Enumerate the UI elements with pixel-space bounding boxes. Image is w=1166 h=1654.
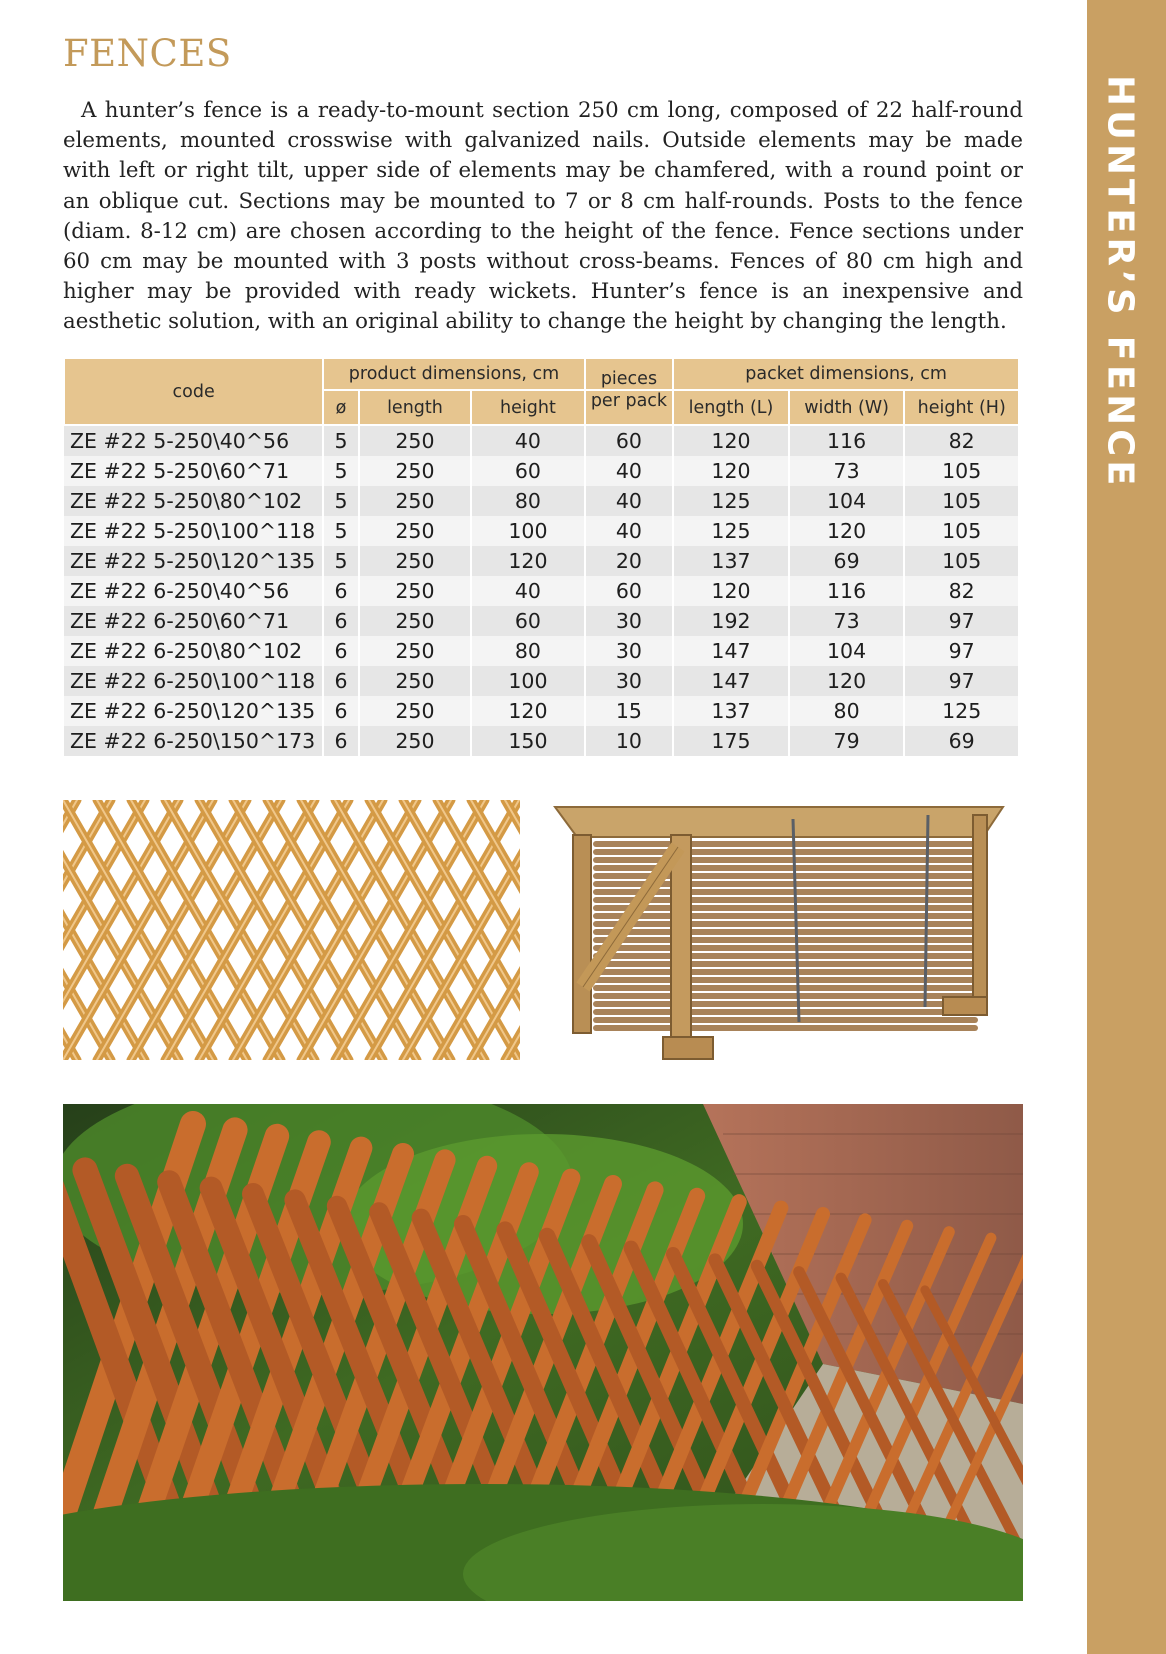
- cell-packet-width: 120: [789, 666, 905, 696]
- table-row: [64, 606, 1019, 636]
- cell-height: 80: [471, 636, 585, 666]
- cell-diameter: 5: [323, 425, 358, 456]
- cell-packet-height: 105: [904, 456, 1019, 486]
- table-row: [64, 666, 1019, 696]
- cell-length: 250: [359, 546, 471, 576]
- cell-packet-length: 120: [673, 425, 789, 456]
- cell-packet-length: 137: [673, 696, 789, 726]
- cell-packet-length: 120: [673, 576, 789, 606]
- cell-length: 250: [359, 636, 471, 666]
- cell-diameter: 5: [323, 546, 358, 576]
- cell-packet-width: 104: [789, 636, 905, 666]
- cell-packet-width: 104: [789, 486, 905, 516]
- table-row: [64, 696, 1019, 726]
- cell-packet-height: 97: [904, 666, 1019, 696]
- cell-packet-width: 116: [789, 425, 905, 456]
- cell-height: 60: [471, 456, 585, 486]
- cell-height: 120: [471, 546, 585, 576]
- cell-height: 100: [471, 666, 585, 696]
- intro-paragraph: A hunter’s fence is a ready-to-mount section 250 cm long, composed of 22 half-round elements, mounted crosswise with galvanized nails. Outside elements may be made with left or right tilt, upper side of elements may be chamfered, with a round point or an oblique cut. Sections may be mounted to 7 or 8 cm half-rounds. Posts to the fence (diam. 8-12 cm) are chosen according to the height of the fence. Fence sections under 60 cm may be mounted with 3 posts without cross-beams. Fences of 80 cm high and higher may be provided with ready wickets. Hunter’s fence is an inexpensive and aesthetic solution, with an original ability to change the height by changing the length.: [63, 98, 1023, 335]
- cell-code: ZE #22 6-250\150^173: [64, 726, 323, 756]
- cell-packet-width: 69: [789, 546, 905, 576]
- header-product-dimensions: product dimensions, cm: [323, 358, 584, 390]
- table-row: [64, 546, 1019, 576]
- cell-length: 250: [359, 456, 471, 486]
- table-row: [64, 516, 1019, 546]
- cell-pieces: 30: [585, 666, 674, 696]
- cell-height: 80: [471, 486, 585, 516]
- cell-packet-height: 97: [904, 606, 1019, 636]
- cell-packet-width: 73: [789, 606, 905, 636]
- header-height: height: [471, 390, 585, 425]
- cell-diameter: 5: [323, 486, 358, 516]
- cell-length: 250: [359, 666, 471, 696]
- cell-packet-height: 82: [904, 576, 1019, 606]
- cell-diameter: 6: [323, 636, 358, 666]
- cell-packet-length: 147: [673, 666, 789, 696]
- cell-pieces: 30: [585, 636, 674, 666]
- cell-code: ZE #22 5-250\100^118: [64, 516, 323, 546]
- cell-packet-height: 105: [904, 516, 1019, 546]
- cell-diameter: 6: [323, 696, 358, 726]
- cell-code: ZE #22 6-250\80^102: [64, 636, 323, 666]
- cell-pieces: 40: [585, 516, 674, 546]
- cell-pieces: 10: [585, 726, 674, 756]
- cell-diameter: 6: [323, 576, 358, 606]
- cell-packet-width: 80: [789, 696, 905, 726]
- cell-height: 60: [471, 606, 585, 636]
- header-per-pack: per pack: [585, 390, 674, 425]
- cell-packet-length: 120: [673, 456, 789, 486]
- cell-packet-width: 116: [789, 576, 905, 606]
- spec-table-body: [64, 425, 1019, 756]
- table-row: [64, 486, 1019, 516]
- cell-packet-width: 120: [789, 516, 905, 546]
- header-packet-dimensions: packet dimensions, cm: [673, 358, 1019, 390]
- cell-packet-length: 125: [673, 486, 789, 516]
- table-row: [64, 576, 1019, 606]
- cell-code: ZE #22 6-250\40^56: [64, 576, 323, 606]
- cell-pieces: 60: [585, 425, 674, 456]
- cell-height: 150: [471, 726, 585, 756]
- cell-length: 250: [359, 696, 471, 726]
- cell-packet-length: 125: [673, 516, 789, 546]
- cell-pieces: 20: [585, 546, 674, 576]
- cell-diameter: 6: [323, 666, 358, 696]
- cell-code: ZE #22 5-250\120^135: [64, 546, 323, 576]
- header-packet-length: length (L): [673, 390, 789, 425]
- header-pieces: pieces: [585, 358, 674, 390]
- cell-packet-width: 79: [789, 726, 905, 756]
- cell-packet-length: 192: [673, 606, 789, 636]
- fence-crate-image: [553, 797, 1009, 1069]
- cell-diameter: 5: [323, 456, 358, 486]
- cell-packet-height: 82: [904, 425, 1019, 456]
- cell-pieces: 40: [585, 456, 674, 486]
- cell-pieces: 15: [585, 696, 674, 726]
- table-row: [64, 456, 1019, 486]
- side-title: HUNTER’S FENCE: [1100, 75, 1141, 490]
- cell-packet-height: 97: [904, 636, 1019, 666]
- cell-packet-length: 137: [673, 546, 789, 576]
- cell-height: 120: [471, 696, 585, 726]
- cell-length: 250: [359, 425, 471, 456]
- cell-pieces: 30: [585, 606, 674, 636]
- cell-length: 250: [359, 726, 471, 756]
- cell-packet-height: 105: [904, 546, 1019, 576]
- cell-packet-height: 125: [904, 696, 1019, 726]
- table-row: [64, 636, 1019, 666]
- cell-code: ZE #22 5-250\40^56: [64, 425, 323, 456]
- cell-length: 250: [359, 486, 471, 516]
- table-row: [64, 425, 1019, 456]
- lattice-fence-image: [63, 800, 520, 1060]
- cell-pieces: 60: [585, 576, 674, 606]
- cell-packet-length: 175: [673, 726, 789, 756]
- cell-packet-height: 105: [904, 486, 1019, 516]
- cell-height: 40: [471, 425, 585, 456]
- header-length: length: [359, 390, 471, 425]
- cell-packet-height: 69: [904, 726, 1019, 756]
- cell-length: 250: [359, 606, 471, 636]
- cell-code: ZE #22 6-250\120^135: [64, 696, 323, 726]
- cell-code: ZE #22 5-250\80^102: [64, 486, 323, 516]
- cell-code: ZE #22 6-250\60^71: [64, 606, 323, 636]
- header-packet-width: width (W): [789, 390, 905, 425]
- cell-height: 40: [471, 576, 585, 606]
- header-packet-height: height (H): [904, 390, 1019, 425]
- table-row: [64, 726, 1019, 756]
- cell-length: 250: [359, 516, 471, 546]
- cell-packet-width: 73: [789, 456, 905, 486]
- page-title: FENCES: [63, 32, 232, 75]
- cell-diameter: 6: [323, 726, 358, 756]
- header-diameter: ø: [323, 390, 358, 425]
- spec-table: [63, 357, 1020, 756]
- cell-height: 100: [471, 516, 585, 546]
- cell-diameter: 6: [323, 606, 358, 636]
- cell-diameter: 5: [323, 516, 358, 546]
- fence-photo: [63, 1104, 1023, 1601]
- cell-pieces: 40: [585, 486, 674, 516]
- cell-packet-length: 147: [673, 636, 789, 666]
- cell-code: ZE #22 6-250\100^118: [64, 666, 323, 696]
- cell-code: ZE #22 5-250\60^71: [64, 456, 323, 486]
- cell-length: 250: [359, 576, 471, 606]
- header-code: code: [64, 358, 323, 425]
